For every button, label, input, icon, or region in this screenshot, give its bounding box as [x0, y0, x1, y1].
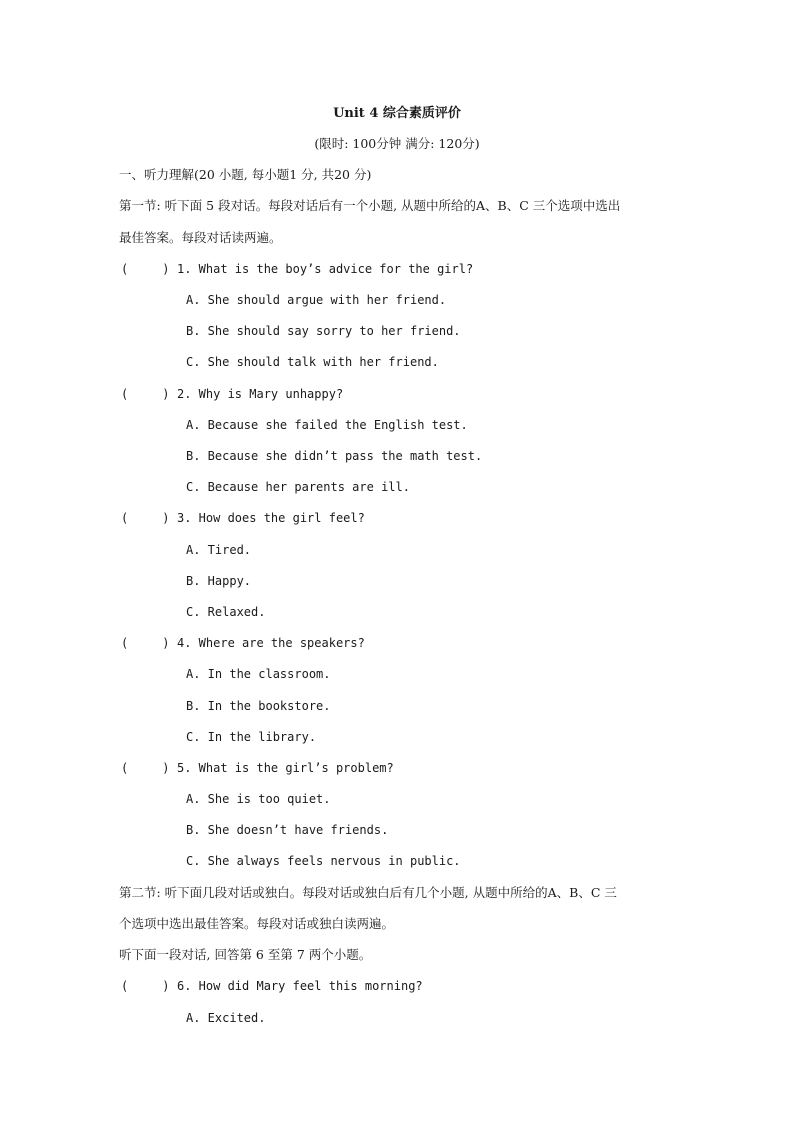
option-b: B. Because she didn’t pass the math test. [186, 449, 483, 463]
question-4 [121, 634, 365, 652]
option-b: B. Happy. [186, 574, 252, 588]
option-c: C. Because her parents are ill. [186, 480, 410, 494]
question-2 [121, 385, 343, 403]
option-a: A. She is too quiet. [186, 792, 331, 806]
answer-blank[interactable]: ( ) [121, 262, 170, 276]
answer-blank[interactable]: ( ) [121, 387, 170, 401]
part2-dialogue-instruction: 听下面一段对话, 回答第 6 至第 7 两个小题。 [119, 947, 372, 962]
question-3 [121, 509, 365, 527]
option-c: C. In the library. [186, 730, 317, 744]
option-b: B. She doesn’t have friends. [186, 823, 389, 837]
option-c: C. She always feels nervous in public. [186, 854, 461, 868]
question-1 [121, 260, 473, 278]
option-c: C. She should talk with her friend. [186, 355, 439, 369]
answer-blank[interactable]: ( ) [121, 761, 170, 775]
option-a: A. Excited. [186, 1011, 266, 1025]
option-b: B. In the bookstore. [186, 699, 331, 713]
page-title: Unit 4 综合素质评价 [333, 106, 461, 121]
question-6 [121, 977, 423, 995]
question-text: 2. Why is Mary unhappy? [177, 387, 344, 401]
question-text: 1. What is the boy’s advice for the girl? [177, 262, 474, 276]
part1-instruction-line2: 最佳答案。每段对话读两遍。 [119, 230, 282, 245]
page-subtitle: (限时: 100分钟 满分: 120分) [314, 136, 480, 151]
answer-blank[interactable]: ( ) [121, 511, 170, 525]
question-text: 6. How did Mary feel this morning? [177, 979, 423, 993]
option-a: A. She should argue with her friend. [186, 293, 447, 307]
part2-instruction-line2: 个选项中选出最佳答案。每段对话或独白读两遍。 [119, 916, 395, 931]
question-5 [121, 759, 394, 777]
section-heading: 一、听力理解(20 小题, 每小题1 分, 共20 分) [119, 167, 372, 182]
part2-instruction-line1: 第二节: 听下面几段对话或独白。每段对话或独白后有几个小题, 从题中所给的A、B、C 三 [119, 885, 617, 900]
question-text: 5. What is the girl’s problem? [177, 761, 394, 775]
question-text: 3. How does the girl feel? [177, 511, 365, 525]
answer-blank[interactable]: ( ) [121, 979, 170, 993]
option-a: A. In the classroom. [186, 667, 331, 681]
option-a: A. Tired. [186, 543, 252, 557]
option-a: A. Because she failed the English test. [186, 418, 468, 432]
option-c: C. Relaxed. [186, 605, 266, 619]
question-text: 4. Where are the speakers? [177, 636, 365, 650]
part1-instruction-line1: 第一节: 听下面 5 段对话。每段对话后有一个小题, 从题中所给的A、B、C 三个选项中选出 [119, 198, 621, 213]
answer-blank[interactable]: ( ) [121, 636, 170, 650]
option-b: B. She should say sorry to her friend. [186, 324, 461, 338]
